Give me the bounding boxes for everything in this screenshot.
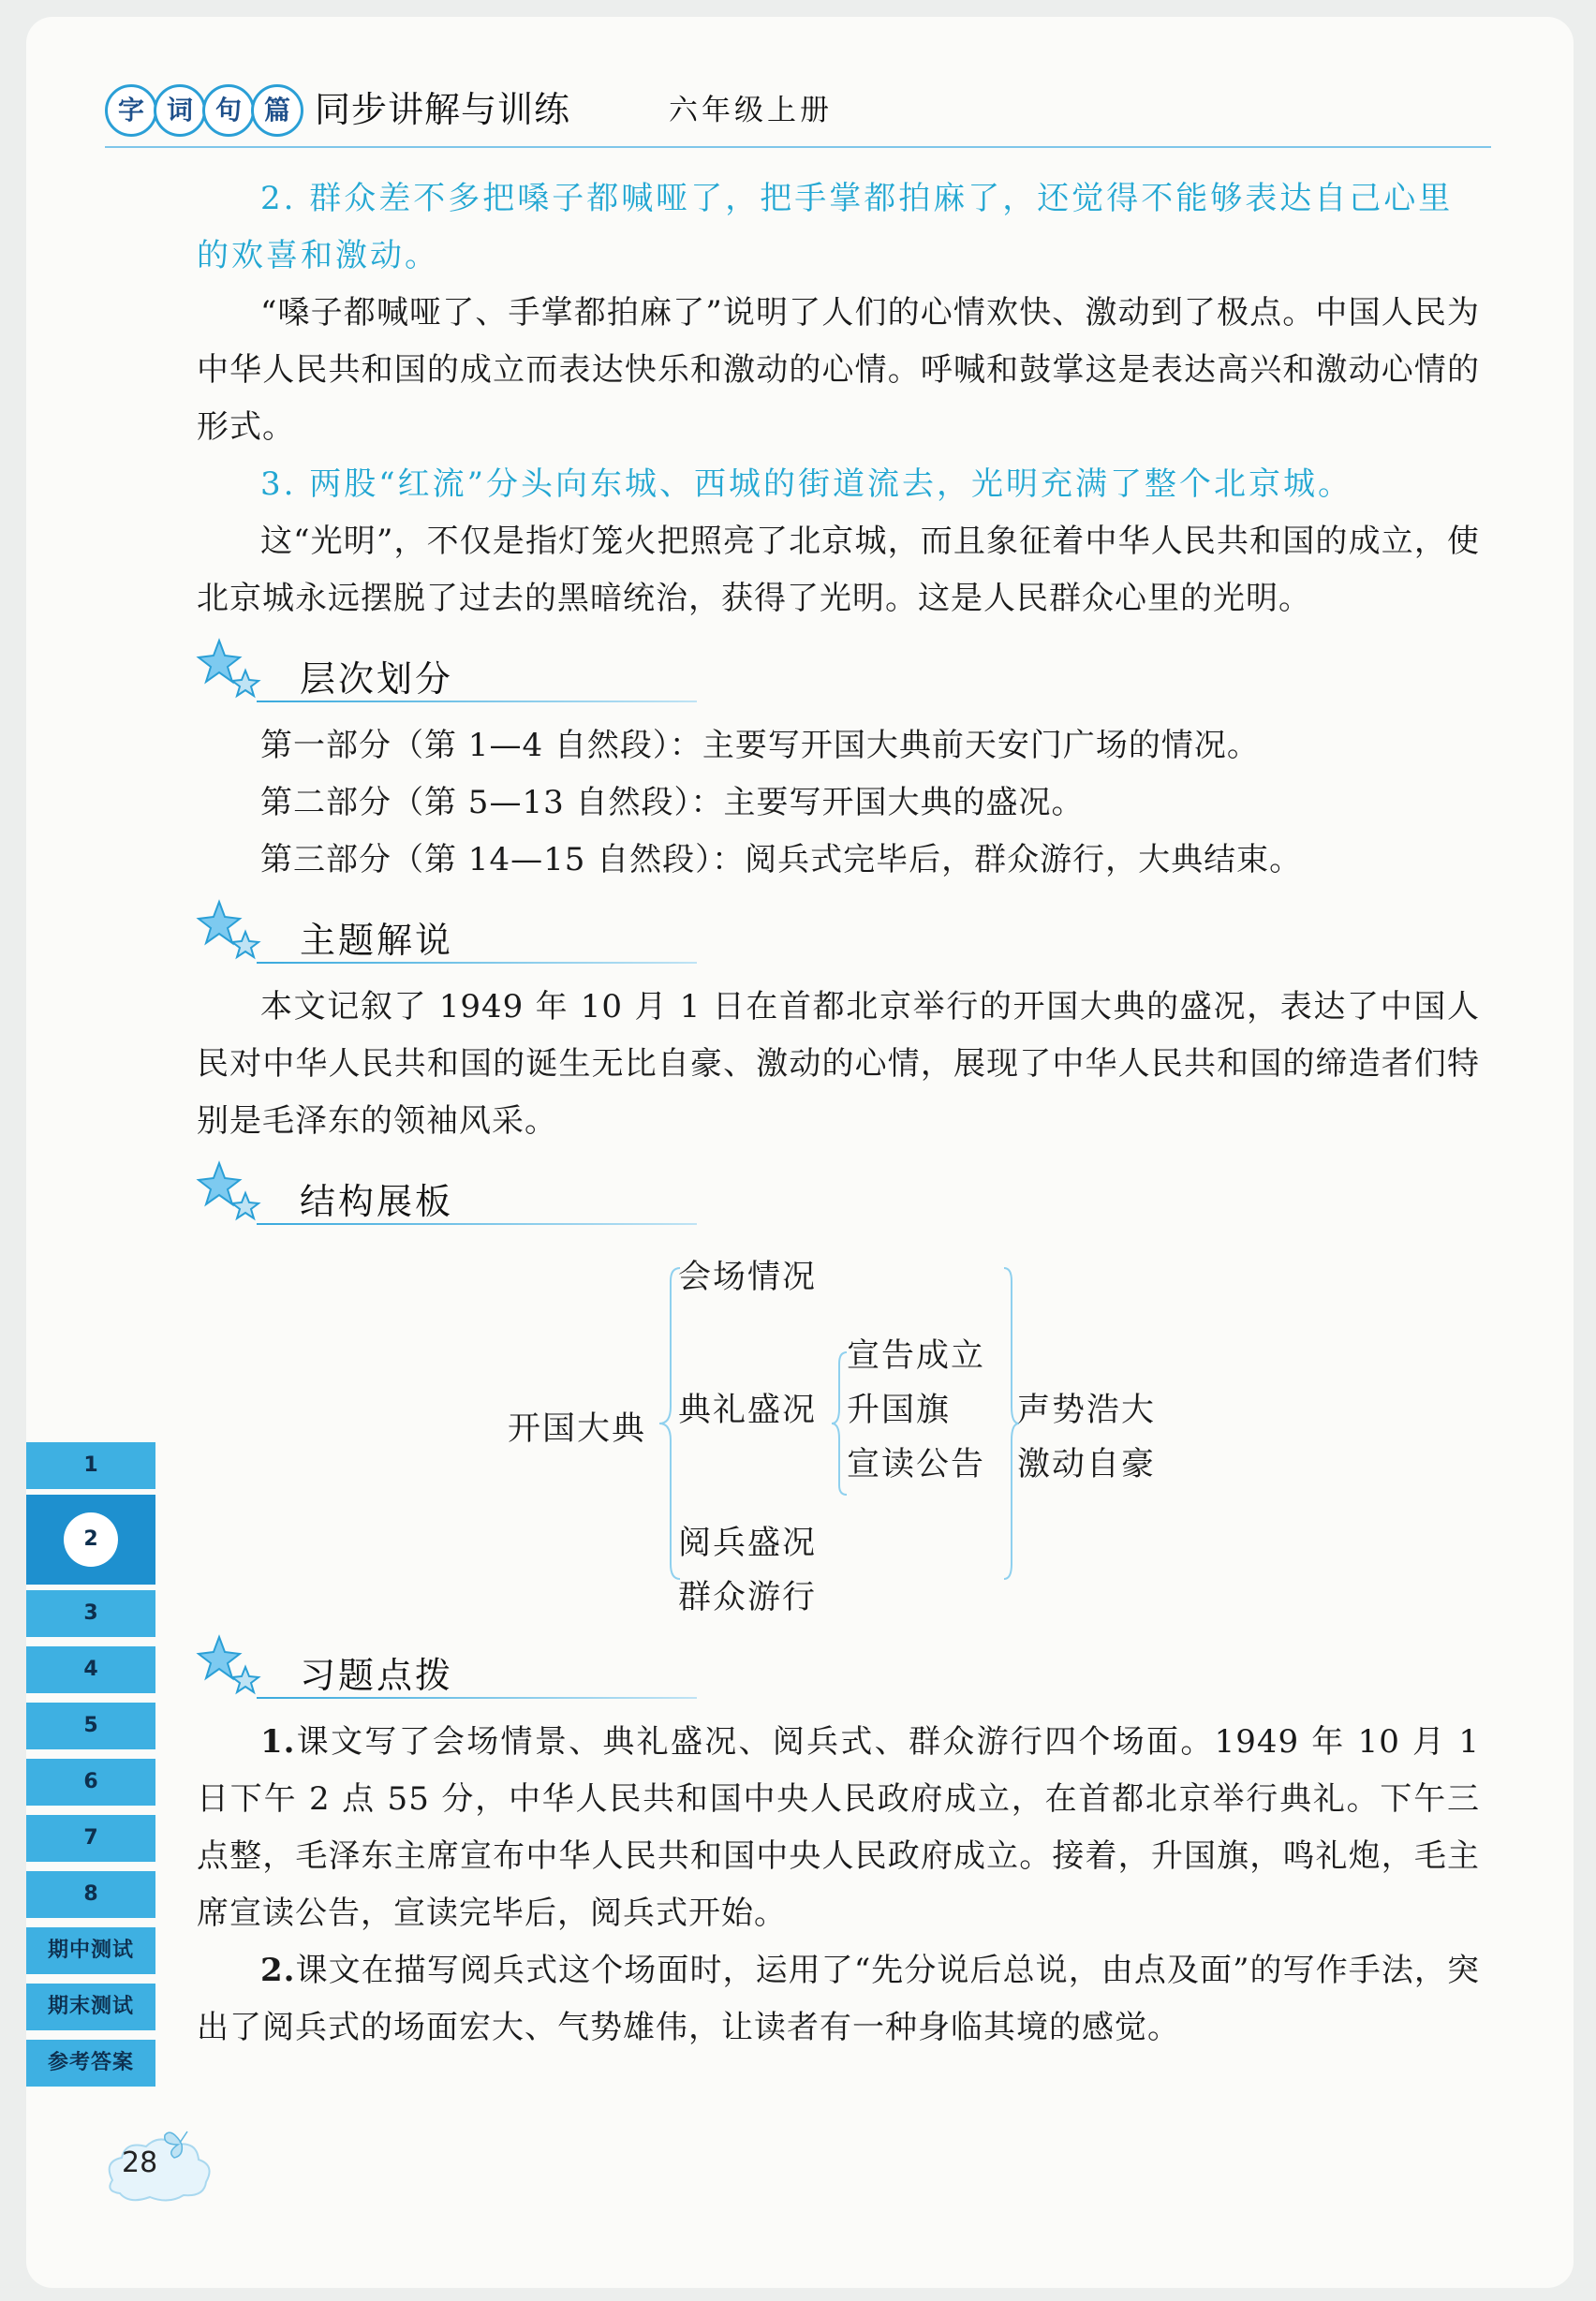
- tab-4[interactable]: 4: [26, 1646, 155, 1693]
- diagram-node: 阅兵盛况: [678, 1525, 818, 1562]
- section-underline: [257, 701, 697, 702]
- explanation-3: 这“光明”，不仅是指灯笼火把照亮了北京城，而且象征着中华人民共和国的成立，使北京城永远摆脱了过去的黑暗统治，获得了光明。这是人民群众心里的光明。: [197, 523, 1480, 617]
- tab-3[interactable]: 3: [26, 1590, 155, 1637]
- diagram-brackets: [197, 1240, 1480, 1624]
- logo-char-3: 句: [202, 84, 255, 137]
- tab-1[interactable]: 1: [26, 1442, 155, 1489]
- tab-5[interactable]: 5: [26, 1703, 155, 1749]
- section-theme: [193, 898, 1480, 973]
- layer-item-2: 第二部分（第 5—13 自然段）：主要写开国大典的盛况。: [260, 784, 1085, 821]
- exercise-text: 课文写了会场情景、典礼盛况、阅兵式、群众游行四个场面。1949 年 10 月 1 日下午 2 点 55 分，中华人民共和国中央人民政府成立，在首都北京举行典礼。下午三点整，毛泽东主席宣布中华人民共和国中央人民政府成立。接着，升国旗，鸣礼炮，毛主席宣读公告，宣读完毕后，阅兵式开始。: [197, 1723, 1480, 1932]
- tab-7[interactable]: 7: [26, 1815, 155, 1862]
- tab-midterm[interactable]: 期中测试: [26, 1927, 155, 1974]
- diagram-node: 激动自豪: [1017, 1446, 1157, 1483]
- tab-6[interactable]: 6: [26, 1759, 155, 1806]
- exercise-text: 课文在描写阅兵式这个场面时，运用了“先分说后总说，由点及面”的写作手法，突出了阅兵式的场面宏大、气势雄伟，让读者有一种身临其境的感觉。: [197, 1952, 1480, 2046]
- layer-item-3: 第三部分（第 14—15 自然段）：阅兵式完毕后，群众游行，大典结束。: [260, 841, 1303, 878]
- exercise-item-1: [197, 1714, 1480, 1942]
- section-structure: [193, 1159, 1480, 1234]
- grade-label: 六年级上册: [669, 94, 833, 127]
- section-underline: [257, 962, 697, 964]
- theme-text: 本文记叙了 1949 年 10 月 1 日在首都北京举行的开国大典的盛况，表达了中国人民对中华人民共和国的诞生无比自豪、激动的心情，展现了中华人民共和国的缔造者们特别是毛泽东的领袖风采。: [197, 988, 1480, 1140]
- section-title: 层次划分: [300, 658, 454, 700]
- book-title: 同步讲解与训练: [315, 89, 571, 130]
- explanation-2: “嗓子都喊哑了、手掌都拍麻了”说明了人们的心情欢快、激动到了极点。中国人民为中华人民共和国的成立而表达快乐和激动的心情。呼喊和鼓掌这是表达高兴和激动心情的形式。: [197, 294, 1480, 446]
- section-title: 结构展板: [300, 1181, 454, 1222]
- section-title: 主题解说: [300, 920, 454, 961]
- header-divider: [105, 146, 1491, 148]
- section-layers: [193, 637, 1480, 712]
- quote-2: 2. 群众差不多把嗓子都喊哑了，把手掌都拍麻了，还觉得不能够表达自己心里的欢喜和激动。: [197, 180, 1454, 274]
- diagram-node: 宣告成立: [847, 1337, 986, 1375]
- tab-2-active[interactable]: [26, 1495, 155, 1585]
- page-content: [197, 170, 1480, 2057]
- diagram-node: 会场情况: [678, 1259, 818, 1296]
- section-title: 习题点拨: [300, 1655, 454, 1696]
- diagram-node: 典礼盛况: [678, 1392, 818, 1429]
- page-number: 28: [122, 2146, 158, 2179]
- layer-item-1: 第一部分（第 1—4 自然段）：主要写开国大典前天安门广场的情况。: [260, 727, 1260, 764]
- logo-char-1: 字: [105, 84, 157, 137]
- exercise-number: 2.: [260, 1952, 296, 1989]
- structure-diagram: [197, 1240, 1480, 1624]
- exercise-number: 1.: [260, 1723, 296, 1761]
- cloud-butterfly-icon: [94, 2124, 225, 2208]
- section-underline: [257, 1697, 697, 1699]
- section-underline: [257, 1223, 697, 1225]
- quote-3: 3. 两股“红流”分头向东城、西城的街道流去，光明充满了整个北京城。: [260, 465, 1353, 503]
- diagram-root: 开国大典: [508, 1410, 647, 1448]
- tab-final[interactable]: 期末测试: [26, 1984, 155, 2030]
- tab-8[interactable]: 8: [26, 1871, 155, 1918]
- diagram-node: 群众游行: [678, 1579, 818, 1616]
- logo-char-2: 词: [154, 84, 206, 137]
- exercise-item-2: [197, 1942, 1480, 2057]
- tab-label: 2: [64, 1512, 118, 1567]
- diagram-node: 声势浩大: [1017, 1392, 1157, 1429]
- tab-answers[interactable]: 参考答案: [26, 2040, 155, 2087]
- logo-char-4: 篇: [251, 84, 303, 137]
- diagram-node: 宣读公告: [847, 1446, 986, 1483]
- diagram-node: 升国旗: [847, 1392, 952, 1429]
- series-logo: [105, 81, 307, 137]
- section-exercises: [193, 1633, 1480, 1708]
